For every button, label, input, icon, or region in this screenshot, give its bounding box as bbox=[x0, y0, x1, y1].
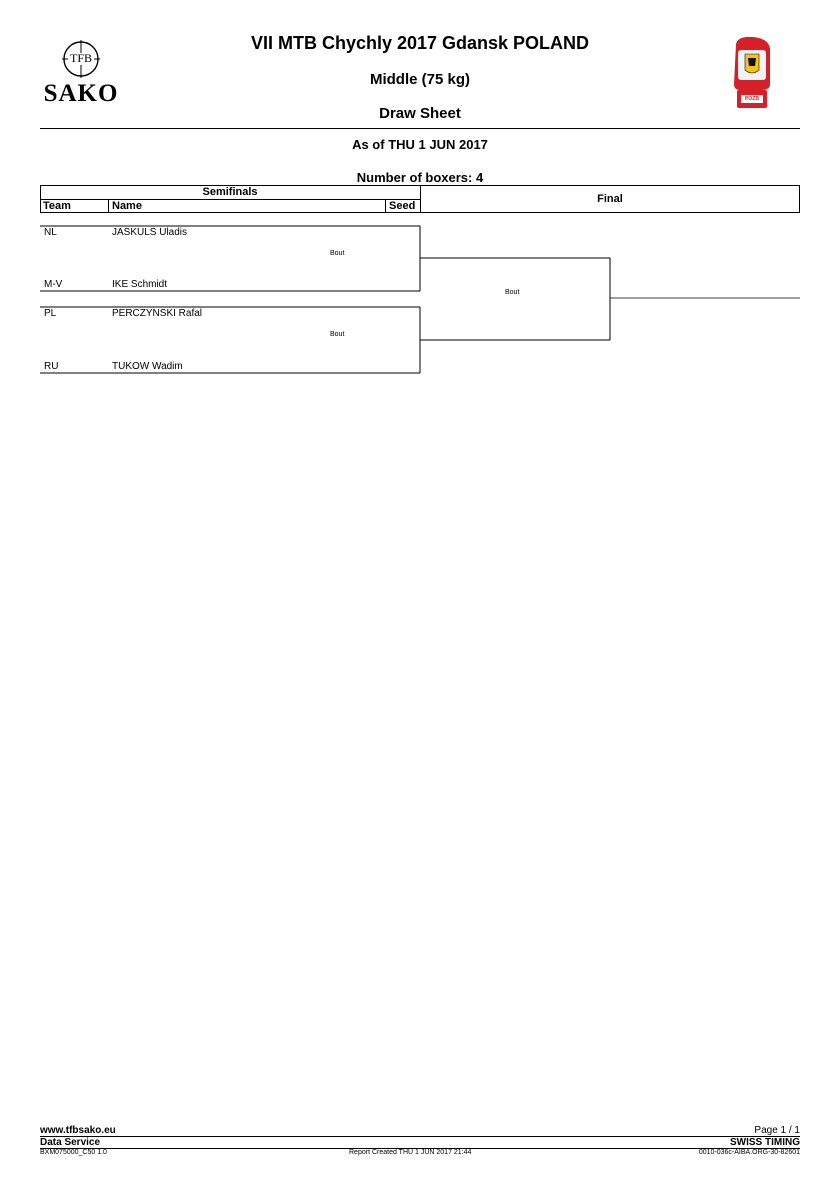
boxer-name: PERCZYNSKI Rafal bbox=[112, 308, 203, 319]
boxer-team: PL bbox=[44, 308, 57, 319]
final-heading: Final bbox=[597, 193, 623, 205]
bout-label: Bout bbox=[330, 250, 345, 257]
swiss-timing: SWISS TIMING bbox=[730, 1137, 800, 1148]
weight-category: Middle (75 kg) bbox=[369, 71, 470, 88]
boxer-name: IKE Schmidt bbox=[112, 279, 168, 290]
boxer-team: M-V bbox=[44, 279, 63, 290]
boxer-team: RU bbox=[44, 361, 59, 372]
data-service: Data Service bbox=[40, 1137, 101, 1148]
bout-label: Bout bbox=[505, 289, 520, 296]
sheet-title: Draw Sheet bbox=[379, 105, 461, 122]
as-of-date: As of THU 1 JUN 2017 bbox=[352, 137, 488, 152]
logo-emblem-text: TFB bbox=[69, 51, 92, 65]
website-link[interactable]: www.tfbsako.eu bbox=[40, 1125, 116, 1136]
report-code: BXM075000_C50 1.0 bbox=[40, 1149, 107, 1156]
bout-label: Bout bbox=[330, 331, 345, 338]
document-id: 0010-036c-AIBA.ORG-30-82601 bbox=[698, 1149, 800, 1156]
name-column-header: Name bbox=[112, 200, 142, 212]
event-title: VII MTB Chychly 2017 Gdansk POLAND bbox=[250, 33, 590, 53]
team-column-header: Team bbox=[43, 200, 71, 212]
glove-label: POZB bbox=[745, 96, 759, 102]
bracket-lines bbox=[0, 0, 840, 400]
boxer-name: TUKOW Wadim bbox=[112, 361, 183, 372]
semifinals-heading: Semifinals bbox=[202, 186, 258, 198]
boxer-team: NL bbox=[44, 227, 57, 238]
seed-column-header: Seed bbox=[389, 200, 416, 212]
boxer-name: JASKULS Uladis bbox=[112, 227, 188, 238]
report-created: Report Created THU 1 JUN 2017 21:44 bbox=[349, 1149, 472, 1156]
footer-rule bbox=[40, 1136, 800, 1137]
footer-page: Page 1 / 1 bbox=[754, 1125, 800, 1136]
boxer-count: Number of boxers: 4 bbox=[356, 170, 484, 185]
logo-wordmark: SAKO bbox=[43, 80, 119, 107]
